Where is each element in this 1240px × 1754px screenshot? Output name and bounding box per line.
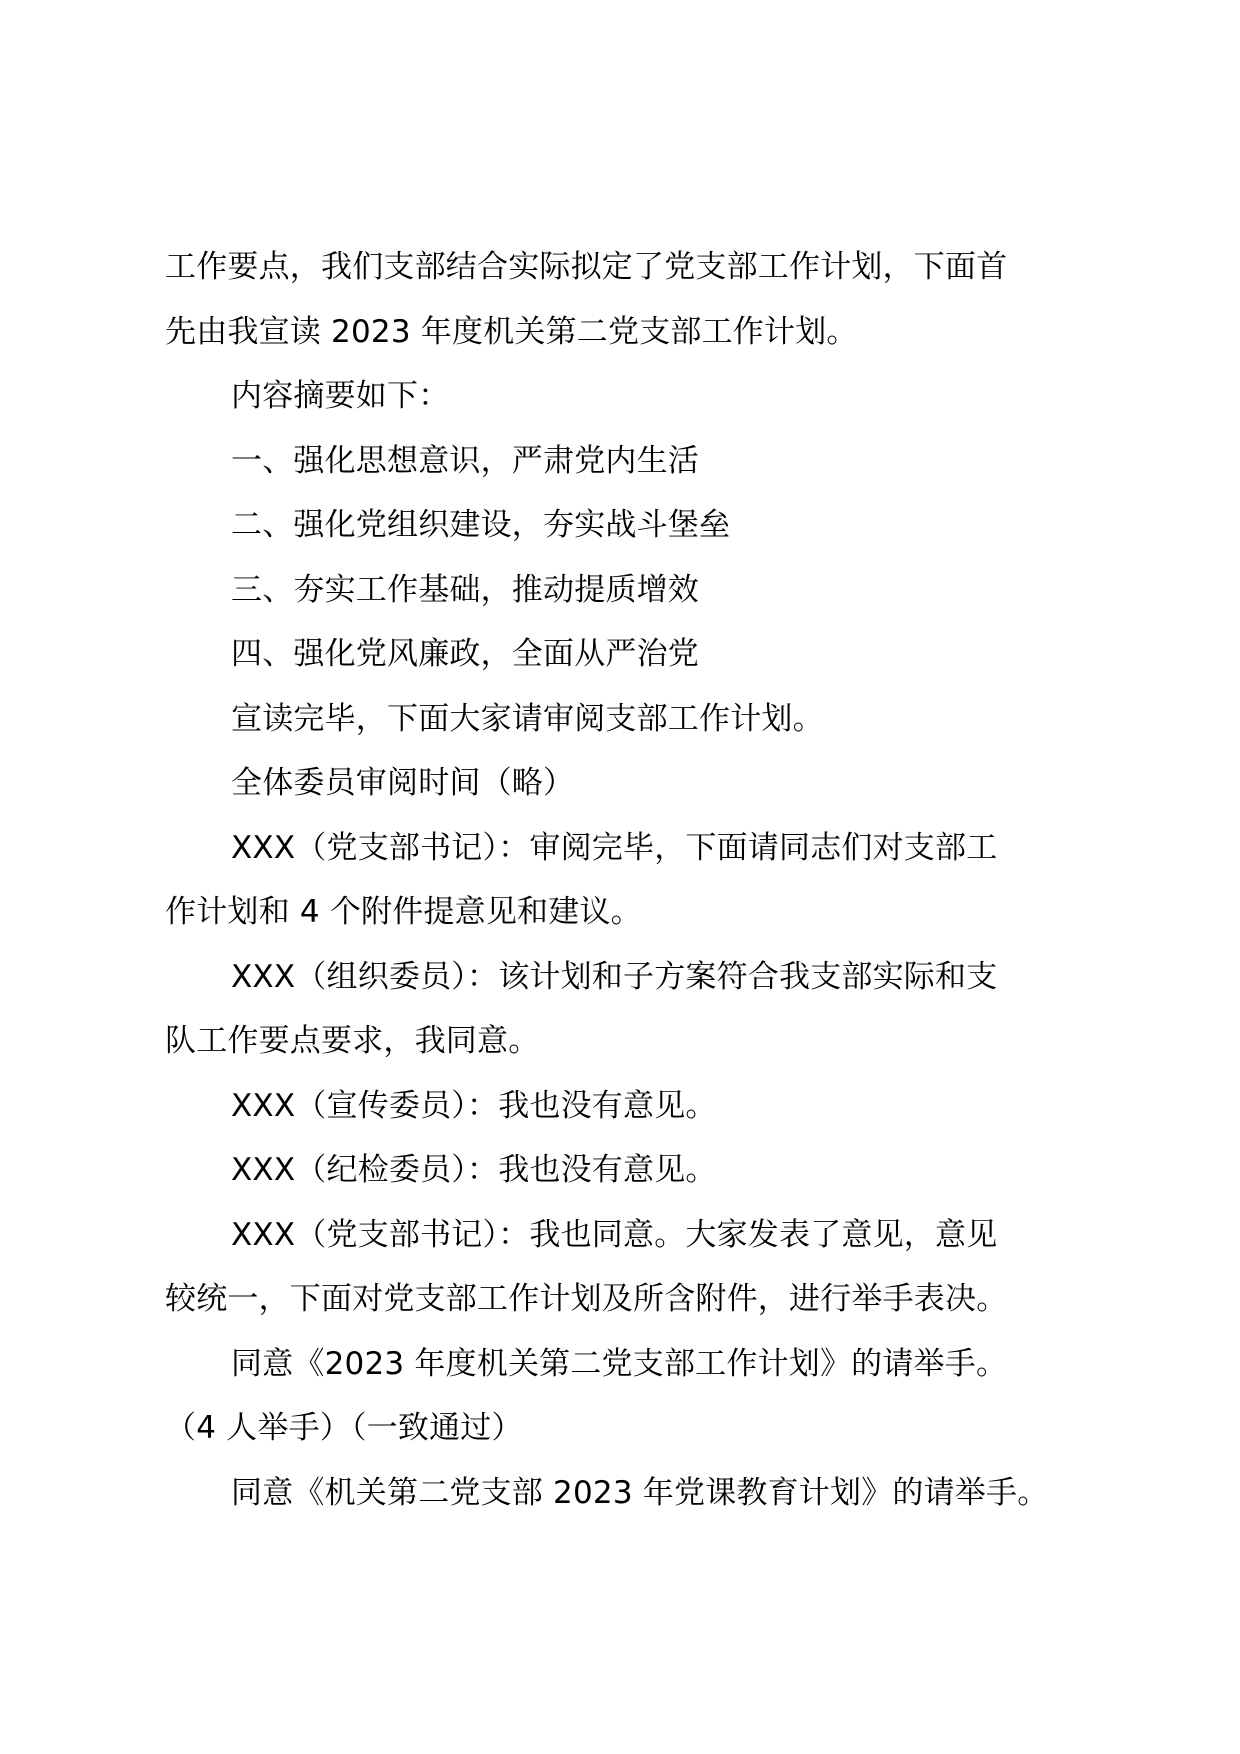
paragraph-line: 工作要点，我们支部结合实际拟定了党支部工作计划，下面首: [165, 249, 1008, 285]
summary-item: 三、夯实工作基础，推动提质增效: [231, 572, 699, 608]
summary-heading: 内容摘要如下：: [231, 378, 450, 414]
paragraph-line: 先由我宣读 2023 年度机关第二党支部工作计划。: [165, 314, 858, 350]
summary-item: 一、强化思想意识，严肃党内生活: [231, 443, 699, 479]
paragraph-line: 较统一，下面对党支部工作计划及所含附件，进行举手表决。: [165, 1281, 1008, 1317]
vote-result: （4 人举手）（一致通过）: [165, 1410, 523, 1446]
paragraph-line: 宣读完毕，下面大家请审阅支部工作计划。: [231, 701, 824, 737]
paragraph-line: 全体委员审阅时间（略）: [231, 765, 575, 801]
summary-item: 二、强化党组织建设，夯实战斗堡垒: [231, 507, 731, 543]
speaker-line: XXX（党支部书记）：我也同意。大家发表了意见，意见: [231, 1217, 998, 1253]
speaker-line: XXX（组织委员）：该计划和子方案符合我支部实际和支: [231, 959, 998, 995]
speaker-line: XXX（宣传委员）：我也没有意见。: [231, 1088, 717, 1124]
speaker-line: XXX（党支部书记）：审阅完毕，下面请同志们对支部工: [231, 830, 998, 866]
vote-line: 同意《机关第二党支部 2023 年党课教育计划》的请举手。: [231, 1475, 1049, 1511]
speaker-line: XXX（纪检委员）：我也没有意见。: [231, 1152, 717, 1188]
summary-item: 四、强化党风廉政，全面从严治党: [231, 636, 699, 672]
paragraph-line: 作计划和 4 个附件提意见和建议。: [165, 894, 642, 930]
vote-line: 同意《2023 年度机关第二党支部工作计划》的请举手。: [231, 1346, 1008, 1382]
paragraph-line: 队工作要点要求，我同意。: [165, 1023, 540, 1059]
